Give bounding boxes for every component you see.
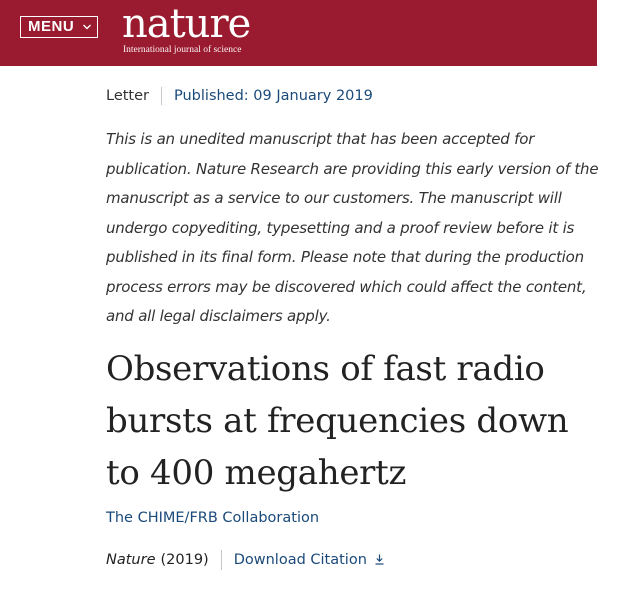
publication-date: Published: 09 January 2019 bbox=[174, 88, 373, 104]
site-header bbox=[0, 0, 597, 66]
menu-label: MENU bbox=[28, 18, 75, 35]
citation-year: (2019) bbox=[160, 552, 209, 568]
download-citation-label: Download Citation bbox=[233, 552, 367, 568]
article-type: Letter bbox=[106, 88, 149, 104]
citation-line bbox=[106, 550, 384, 570]
article-meta bbox=[106, 87, 373, 105]
citation-divider bbox=[221, 550, 222, 570]
chevron-down-icon bbox=[82, 22, 92, 32]
author-link[interactable]: The CHIME/FRB Collaboration bbox=[106, 510, 320, 526]
download-citation-link[interactable] bbox=[234, 552, 384, 568]
logo-tagline: International journal of science bbox=[123, 45, 242, 55]
manuscript-notice: This is an unedited manuscript that has been accepted for publication. Nature Research are providing this early version of the manuscript as a service to our customers. The manuscript will undergo copyediting, typesetting and a proof review before it is published in its final form. Please note that during the production process errors may be discovered which could affect the content, and all legal disclaimers apply. bbox=[106, 130, 599, 325]
menu-button[interactable] bbox=[20, 16, 98, 38]
logo-wordmark: nature bbox=[122, 1, 251, 47]
nature-logo[interactable] bbox=[122, 2, 250, 55]
article-title: Observations of fast radio bursts at frequencies down to 400 megahertz bbox=[106, 349, 569, 493]
meta-divider bbox=[161, 87, 162, 105]
download-icon bbox=[375, 554, 384, 565]
journal-name: Nature bbox=[106, 552, 156, 568]
